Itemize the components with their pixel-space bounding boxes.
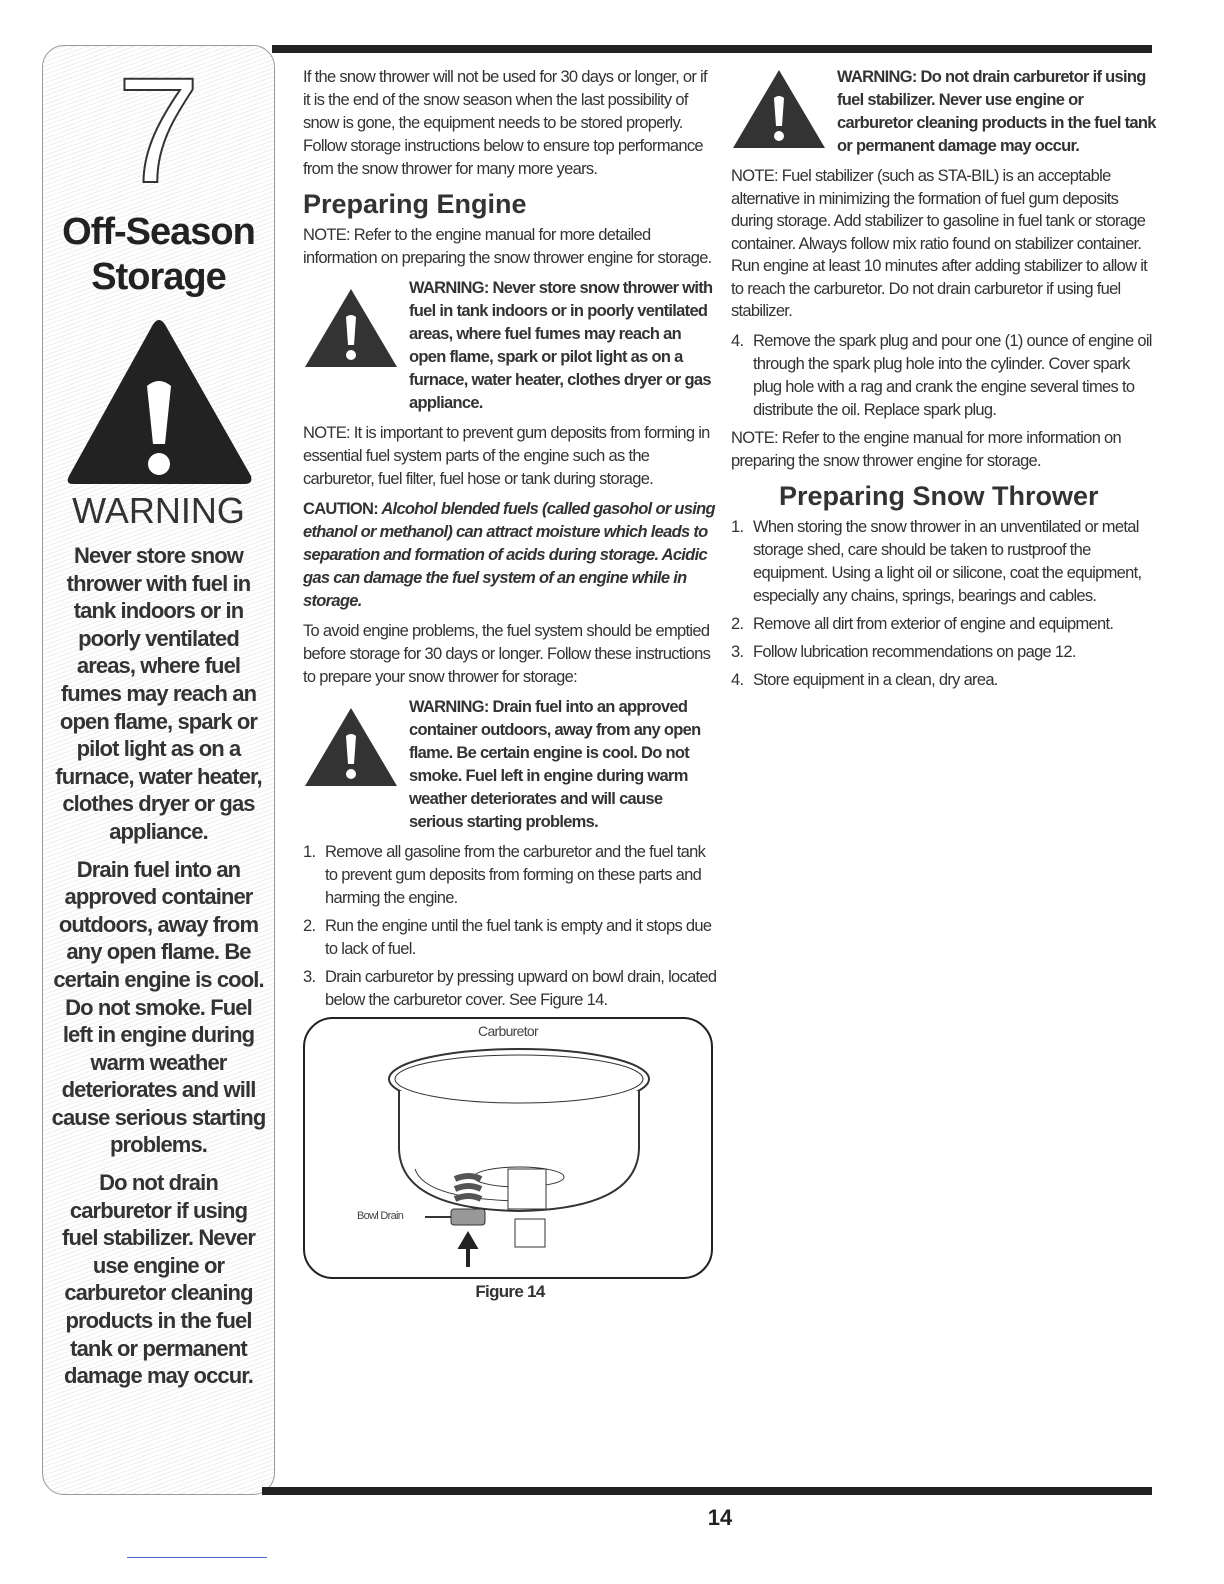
snow-thrower-steps-list [731,516,1157,692]
list-item [731,516,1157,608]
list-item [303,841,717,910]
warning-triangle-icon [303,706,399,788]
warning-block [303,696,717,834]
warning-text: WARNING: Never store snow thrower with fuel in tank indoors or in poorly ventilated areas, where fuel fumes may reach an open flame, spark or pilot light as on a furnace, water heater, clothes dryer or gas appliance. [409,279,713,412]
item-number: 1. [303,843,316,861]
list-item [303,966,717,1012]
item-number: 3. [731,642,744,661]
column-right [731,66,1157,697]
bottom-rule [262,1487,1152,1495]
sidebar-warning-text-1: Never store snow thrower with fuel in tank indoors or in poorly ventilated areas, where fuel fumes may reach an open flame, spark or pilot light as on a furnace, water heater, clothes dryer or gas appliance. [55,543,262,844]
column-left [303,66,717,1302]
warning-block [731,66,1157,158]
note: NOTE: Refer to the engine manual for more information on preparing the snow thrower engine for storage. [731,428,1122,470]
item-text: Store equipment in a clean, dry area. [753,670,998,689]
warning-text: WARNING: Drain fuel into an approved container outdoors, away from any open flame. Be certain engine is cool. Do not smoke. Fuel left in engine during warm weather deteriorates and will cause serious starting problems. [409,698,701,831]
item-number: 2. [303,917,316,935]
chapter-title-line2: Storage [91,256,226,298]
warning-triangle-icon [303,287,399,369]
item-number: 2. [731,614,744,633]
figure-label-bowl-drain: Bowl Drain [357,1210,404,1222]
chapter-number: 7 [116,46,201,214]
note: NOTE: Refer to the engine manual for more detailed information on preparing the snow thrower engine for storage. [303,226,712,267]
chapter-sidebar [42,45,275,1495]
item-number: 1. [731,517,744,536]
item-number: 4. [731,331,744,350]
item-text: Remove all gasoline from the carburetor and the fuel tank to prevent gum deposits from forming on these parts and harming the engine. [325,843,706,907]
warning-triangle-icon [63,316,255,488]
figure-14-carburetor [303,1017,713,1279]
item-text: Follow lubrication recommendations on page 12. [753,642,1076,661]
warning-label: WARNING [72,490,245,531]
caution-paragraph [303,498,717,613]
list-item [731,669,1157,692]
list-item [731,613,1157,636]
intro-paragraph: If the snow thrower will not be used for 30 days or longer, or if it is the end of the snow season when the last possibility of snow is gone, the equipment needs to be stored properly. Follow storage instructions below to ensure top performance from the snow thrower for many more years. [303,68,707,178]
item-text: When storing the snow thrower in an unventilated or metal storage shed, care should be taken to rustproof the equipment. Using a light oil or silicone, coat the equipment, especially any chains, springs, bearings and cables. [753,517,1142,605]
warning-triangle-icon [731,68,827,150]
carburetor-illustration [305,1019,711,1277]
warning-text: WARNING: Do not drain carburetor if using fuel stabilizer. Never use engine or carburetor cleaning products in the fuel tank or permanent damage may occur. [837,68,1156,155]
chapter-title [43,210,274,300]
engine-steps-list [303,841,717,1012]
list-item [731,330,1157,422]
item-text: Remove all dirt from exterior of engine and equipment. [753,614,1114,633]
engine-steps-list-continued [731,330,1157,422]
page-number: 14 [707,1505,733,1530]
sidebar-warning-text-3: Do not drain carburetor if using fuel stabilizer. Never use engine or carburetor cleaning products in the fuel tank or permanent damage may occur. [62,1170,255,1389]
warning-block [303,277,717,415]
section-heading-snow-thrower: Preparing Snow Thrower [779,480,1099,511]
item-number: 4. [731,670,744,689]
figure-label-carburetor: Carburetor [478,1023,538,1039]
section-heading-engine: Preparing Engine [303,189,527,219]
caution-label: CAUTION: [303,500,379,518]
figure-caption: Figure 14 [475,1282,545,1301]
list-item [303,915,717,961]
list-item [731,641,1157,664]
note: NOTE: It is important to prevent gum deposits from forming in essential fuel system parts of the engine such as the carburetor, fuel filter, fuel hose or tank during storage. [303,424,710,488]
item-text: Run the engine until the fuel tank is empty and it stops due to lack of fuel. [325,917,712,958]
note: NOTE: Fuel stabilizer (such as STA-BIL) is an acceptable alternative in minimizing the formation of fuel gum deposits during storage. Add stabilizer to gasoline in fuel tank or storage container. Always follow mix ratio found on stabilizer container. Run engine at least 10 minutes after adding stabilizer to allow it to reach the carburetor. Do not drain carburetor if using fuel stabilizer. [731,167,1148,320]
item-text: Remove the spark plug and pour one (1) ounce of engine oil through the spark plug hole into the cylinder. Cover spark plug hole with a rag and crank the engine several times to distribute the oil. Replace spark plug. [753,331,1152,419]
footer-line [127,1557,267,1558]
top-rule [272,45,1152,53]
item-text: Drain carburetor by pressing upward on bowl drain, located below the carburetor cover. See Figure 14. [325,968,717,1009]
caution-text: Alcohol blended fuels (called gasohol or using ethanol or methanol) can attract moisture which leads to separation and formation of acids during storage. Acidic gas can damage the fuel system of an engine while in storage. [303,500,715,610]
item-number: 3. [303,968,316,986]
sidebar-warning-text-2: Drain fuel into an approved container outdoors, away from any open flame. Be certain engine is cool. Do not smoke. Fuel left in engine during warm weather deteriorates and will cause serious starting problems. [51,856,266,1158]
paragraph: To avoid engine problems, the fuel system should be emptied before storage for 30 days or longer. Follow these instructions to prepare your snow thrower for storage: [303,622,711,686]
chapter-title-line1: Off-Season [62,211,255,253]
